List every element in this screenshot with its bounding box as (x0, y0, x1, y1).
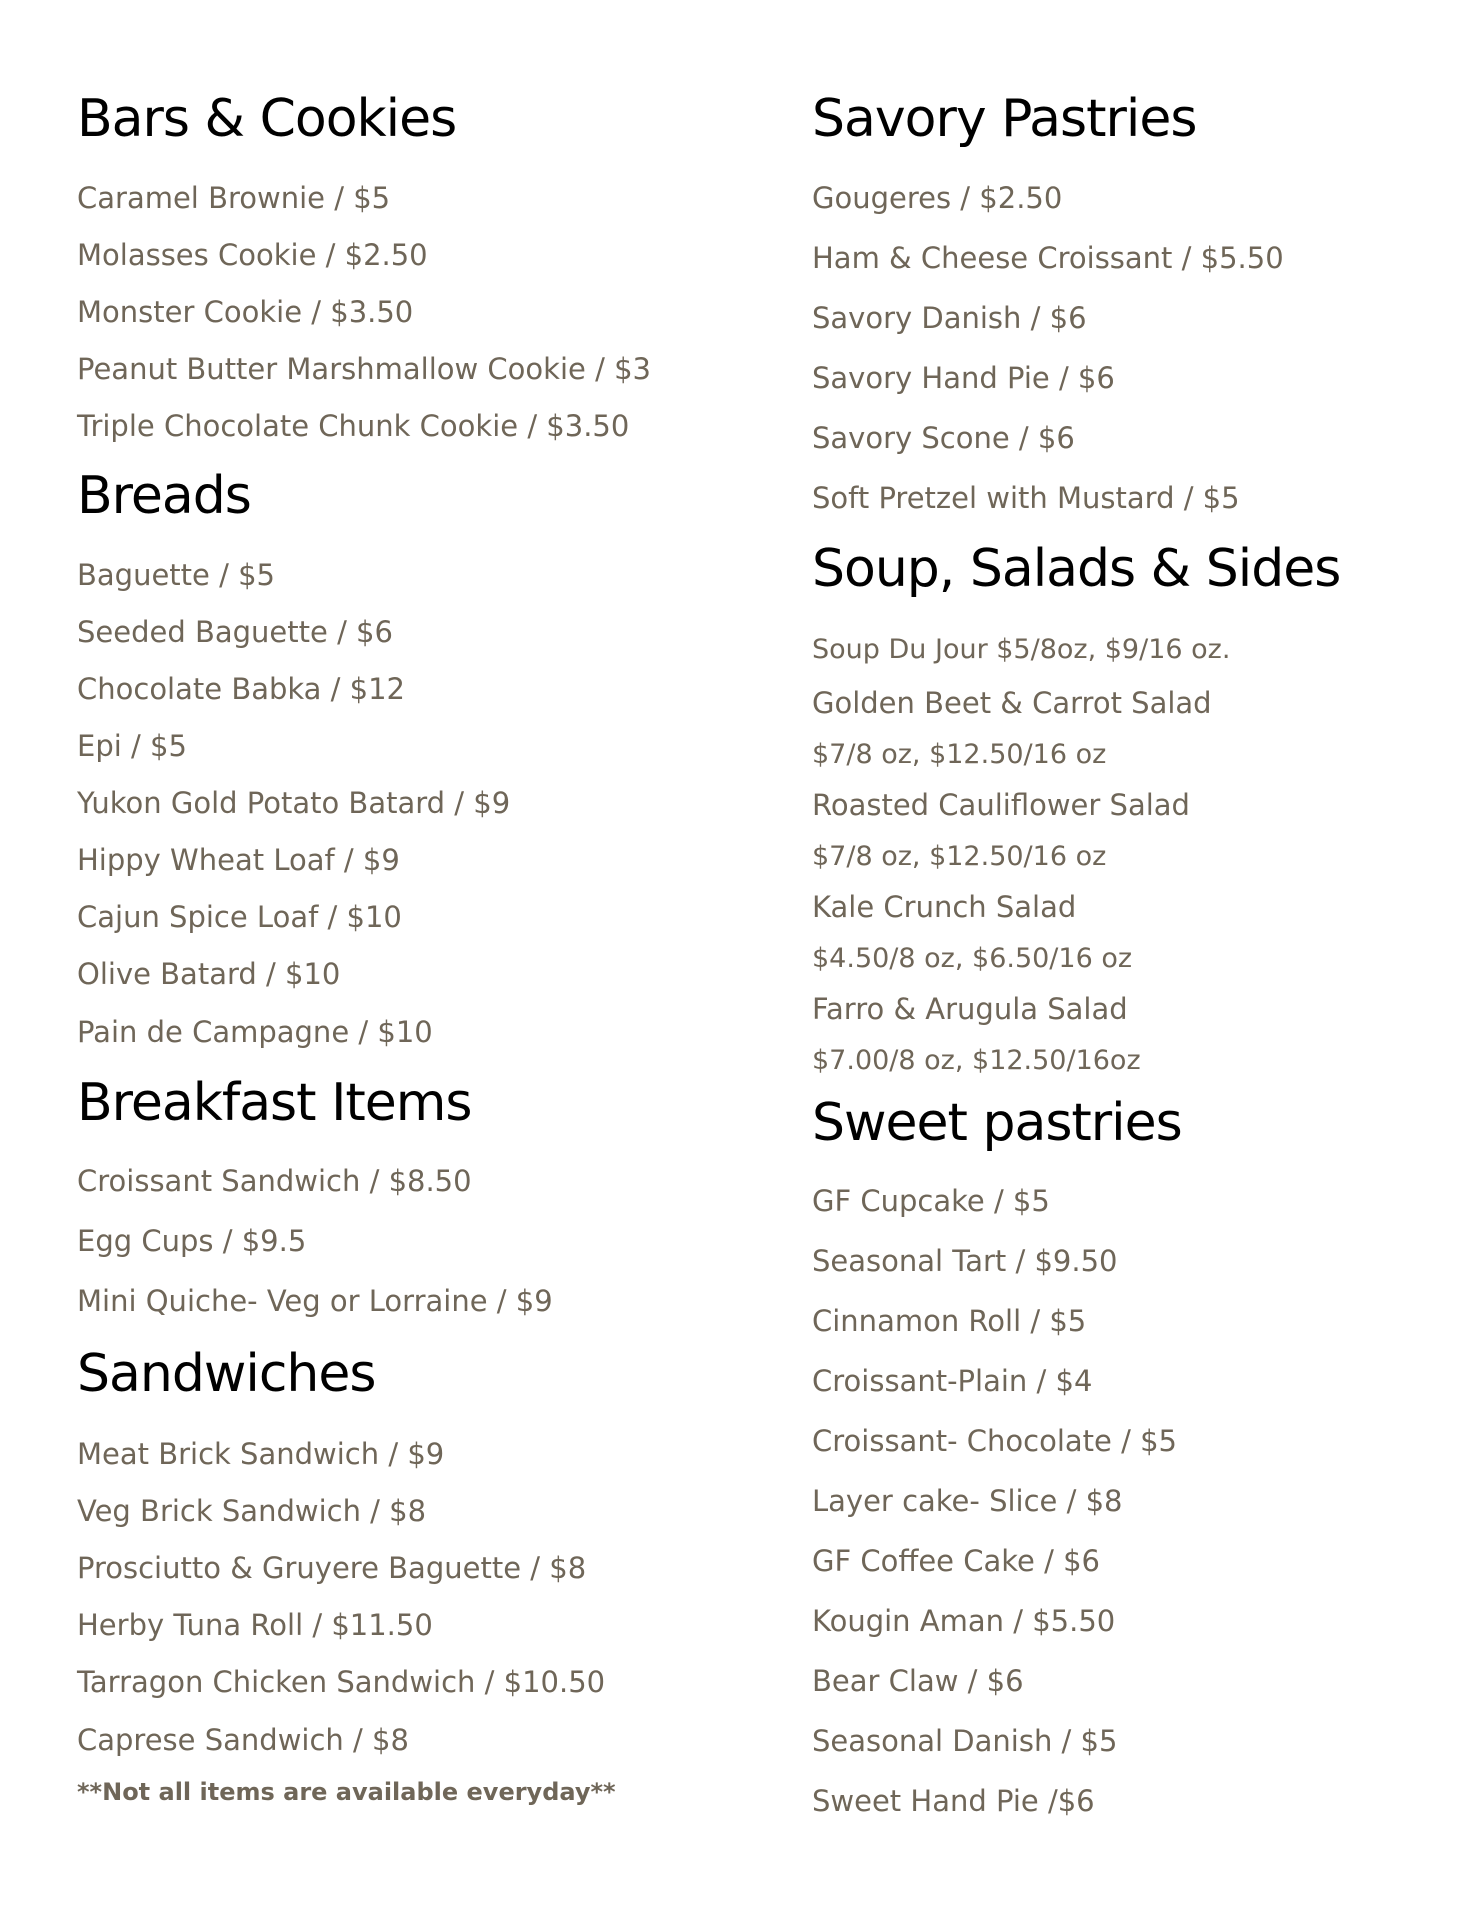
menu-item: Chocolate Babka / $12 (77, 672, 406, 706)
menu-item: Savory Danish / $6 (812, 301, 1087, 335)
menu-item: Cajun Spice Loaf / $10 (77, 900, 402, 934)
section-title-savory-pastries: Savory Pastries (812, 89, 1197, 149)
menu-item: Savory Scone / $6 (812, 421, 1075, 455)
menu-item: Mini Quiche- Veg or Lorraine / $9 (77, 1284, 553, 1318)
menu-item: Herby Tuna Roll / $11.50 (77, 1608, 433, 1642)
menu-item: Gougeres / $2.50 (812, 181, 1063, 215)
section-title-breakfast: Breakfast Items (77, 1073, 472, 1133)
menu-item: Veg Brick Sandwich / $8 (77, 1494, 427, 1528)
menu-item: Epi / $5 (77, 729, 187, 763)
menu-item: Caprese Sandwich / $8 (77, 1723, 409, 1757)
menu-item: Croissant-Plain / $4 (812, 1364, 1093, 1398)
menu-item: Seasonal Tart / $9.50 (812, 1244, 1118, 1278)
menu-item: Molasses Cookie / $2.50 (77, 238, 428, 272)
menu-item: Baguette / $5 (77, 558, 275, 592)
menu-item: Prosciutto & Gruyere Baguette / $8 (77, 1551, 587, 1585)
menu-item: Roasted Cauliflower Salad (812, 788, 1190, 822)
menu-item: GF Cupcake / $5 (812, 1184, 1050, 1218)
menu-item: Bear Claw / $6 (812, 1664, 1024, 1698)
menu-item: GF Coffee Cake / $6 (812, 1544, 1100, 1578)
menu-item: Seeded Baguette / $6 (77, 615, 393, 649)
section-title-breads: Breads (77, 466, 251, 526)
menu-item: Peanut Butter Marshmallow Cookie / $3 (77, 352, 651, 386)
menu-item: Croissant- Chocolate / $5 (812, 1424, 1177, 1458)
section-title-bars-cookies: Bars & Cookies (77, 89, 457, 149)
menu-item-price: $7/8 oz, $12.50/16 oz (812, 841, 1107, 872)
menu-item-price: $7/8 oz, $12.50/16 oz (812, 739, 1107, 770)
menu-item: Kale Crunch Salad (812, 890, 1077, 924)
menu-item: Egg Cups / $9.5 (77, 1224, 307, 1258)
menu-item: Yukon Gold Potato Batard / $9 (77, 786, 511, 820)
menu-item-price: $4.50/8 oz, $6.50/16 oz (812, 943, 1133, 974)
availability-note: **Not all items are available everyday** (77, 1778, 616, 1806)
menu-item: Cinnamon Roll / $5 (812, 1304, 1087, 1338)
menu-item: Sweet Hand Pie /$6 (812, 1784, 1095, 1818)
section-title-sweet-pastries: Sweet pastries (812, 1093, 1182, 1153)
menu-item: Soft Pretzel with Mustard / $5 (812, 481, 1240, 515)
menu-item: Pain de Campagne / $10 (77, 1015, 433, 1049)
section-title-soup-salads-sides: Soup, Salads & Sides (812, 539, 1341, 599)
menu-item: Caramel Brownie / $5 (77, 181, 391, 215)
menu-item: Ham & Cheese Croissant / $5.50 (812, 241, 1284, 275)
menu-item: Layer cake- Slice / $8 (812, 1484, 1123, 1518)
menu-item: Savory Hand Pie / $6 (812, 361, 1115, 395)
menu-item: Golden Beet & Carrot Salad (812, 686, 1212, 720)
menu-item: Farro & Arugula Salad (812, 992, 1128, 1026)
menu-item: Seasonal Danish / $5 (812, 1724, 1118, 1758)
menu-item: Soup Du Jour $5/8oz, $9/16 oz. (812, 634, 1231, 665)
menu-item: Meat Brick Sandwich / $9 (77, 1437, 445, 1471)
menu-item: Triple Chocolate Chunk Cookie / $3.50 (77, 409, 630, 443)
menu-item: Monster Cookie / $3.50 (77, 295, 414, 329)
menu-item: Hippy Wheat Loaf / $9 (77, 843, 400, 877)
menu-item: Croissant Sandwich / $8.50 (77, 1164, 472, 1198)
menu-item: Tarragon Chicken Sandwich / $10.50 (77, 1665, 606, 1699)
menu-item: Kougin Aman / $5.50 (812, 1604, 1116, 1638)
menu-item-price: $7.00/8 oz, $12.50/16oz (812, 1045, 1141, 1076)
section-title-sandwiches: Sandwiches (77, 1344, 376, 1404)
menu-item: Olive Batard / $10 (77, 957, 341, 991)
